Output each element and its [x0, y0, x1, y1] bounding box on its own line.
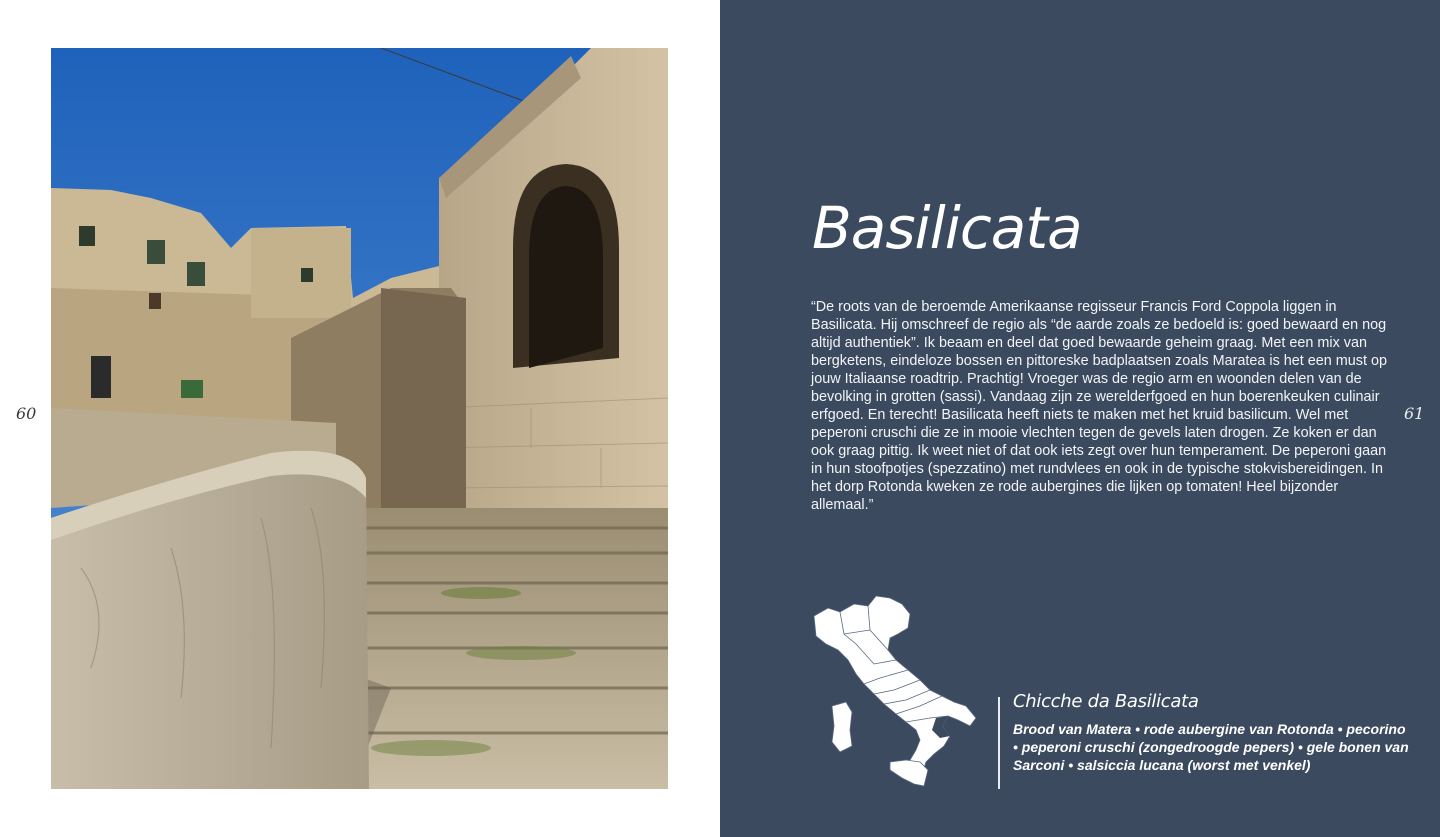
italy-map-icon — [810, 594, 978, 792]
article-title: Basilicata — [812, 194, 1082, 262]
article-body: “De roots van de beroemde Amerikaanse regisseur Francis Ford Coppola liggen in Basilicata. Hij omschreef de regio als “de aarde zoals ze bedoeld is: goed bewaard en nog altijd authentiek”. Ik beaam en deel dat goed bewaarde geheim graag. Met een mix van bergketens, eindeloze bossen en pittoreske badplaatsen zoals Maratea is het een must op jouw Italiaanse roadtrip. Prachtig! Vroeger was de regio arm en woonden delen van de bevolking in grotten (sassi). Vandaag zijn ze werelderfgoed en hun boerenkeuken culinair erfgoed. En terecht! Basilicata heeft niets te maken met het kruid basilicum. Wel met peperoni cruschi die ze in mooie vlechten tegen de gevels laten drogen. Ze koken er dan ook graag pittig. Ik weet niet of dat ook iets zegt over hun temperament. De peperoni gaan in hun stoofpotjes (spezzatino) met rundvlees en ook in de typische stokvisbereidingen. In het dorp Rotonda kweken ze rode aubergines die lijken op tomaten! Heel bijzonder allemaal.” — [811, 299, 1387, 513]
chicche-title: Chicche da Basilicata — [1013, 691, 1199, 712]
page-number-left: 60 — [16, 404, 37, 423]
page-number-right: 61 — [1404, 404, 1425, 423]
right-page — [720, 0, 1440, 837]
divider-line — [998, 697, 1000, 789]
matera-staircase-photo — [51, 48, 668, 789]
chicche-list: Brood van Matera • rode aubergine van Rotonda • pecorino • peperoni cruschi (zongedroogde pepers) • gele bonen van Sarconi • salsiccia lucana (worst met venkel) — [1013, 721, 1409, 773]
